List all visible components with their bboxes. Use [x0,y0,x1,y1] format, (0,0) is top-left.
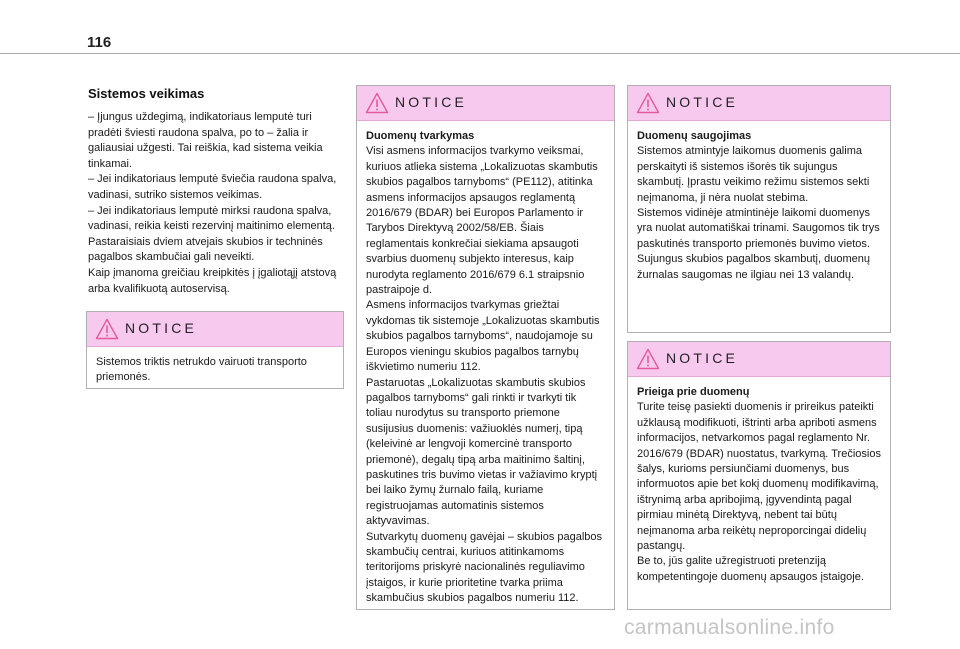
notice-header [357,86,614,121]
notice-subtitle: Prieiga prie duomenų [637,386,750,398]
notice-box-data-storage [627,85,891,333]
notice-box-data-access [627,341,891,610]
notice-header [628,342,890,377]
notice-text: Sistemos triktis netrukdo vairuoti transporto priemonės. [96,356,310,384]
notice-body [357,121,614,615]
notice-box-data-processing [356,85,615,610]
notice-header [628,86,890,121]
warning-triangle-icon [95,318,119,340]
notice-subtitle: Duomenų saugojimas [637,130,752,142]
section-body: – Įjungus uždegimą, indikatoriaus lemputė turi pradėti šviesti raudona spalva, po to – žalia ir galiausiai užgesti. Tai reiškia, kad sistema veikia tinkamai. – Jei indikatoriaus lemputė šviečia raudona spalva, vadinasi, sutriko sistemos veikimas. – Jei indikatoriaus lemputė mirksi raudona spalva, vadinasi, reikia keisti rezervinį maitinimo elementą. Pastaraisiais dviem atvejais skubios ir techninės pagalbos skambučiai gali neveikti. Kaip įmanoma greičiau kreipkitės į įgaliotąjį atstovą arba kvalifikuotą autoservisą. [88,111,337,295]
warning-triangle-icon [365,92,389,114]
notice-title: NOTICE [395,94,468,110]
notice-text: Sistemos atmintyje laikomus duomenis galima perskaityti iš sistemos išorės tik sujungus skambutį. Įprastu veikimo režimu sistemos sekti neįmanoma, ji nėra nuolat stebima. Sistemos vidinėje atmintinėje laikomi duomenys yra nuolat automatiškai trinami. Saugomos tik trys paskutinės transporto priemonės buvimo vietos. Sujungus skubios pagalbos skambutį, duomenų žurnalas saugomas ne ilgiau nei 13 valandų. [637,145,880,281]
notice-header [87,312,343,347]
notice-text: Turite teisę pasiekti duomenis ir prireikus pateikti užklausą modifikuoti, ištrinti arba apriboti asmens informacijos, netvarkomos pagal reglamento Nr. 2016/679 (BDAR) nuostatus, tvarkymą. Trečiosios šalys, kurioms persiunčiami duomenys, bus informuotos apie bet kokį duomenų modifikavimą, ištrynimą arba apribojimą, įgyvendintą pagal pirmiau minėtą Direktyvą, nebent tai būtų neįmanoma arba reikėtų neproporcingai didelių pastangų. Be to, jūs galite užregistruoti pretenziją kompetentingoje duomenų apsaugos įstaigoje. [637,401,881,583]
notice-subtitle: Duomenų tvarkymas [366,130,475,142]
notice-body [628,377,890,593]
header-divider [0,53,960,54]
notice-title: NOTICE [666,94,739,110]
notice-box-system-fault [86,311,344,389]
page-number: 116 [87,34,112,51]
notice-title: NOTICE [125,320,198,336]
notice-body [628,121,890,291]
watermark: carmanualsonline.info [624,616,835,639]
warning-triangle-icon [636,92,660,114]
notice-body [87,347,343,394]
warning-triangle-icon [636,348,660,370]
notice-text: Visi asmens informacijos tvarkymo veiksmai, kuriuos atlieka sistema „Lokalizuotas skambutis skubios pagalbos tarnyboms“ (PE112), atitinka asmens informacijos apsaugos reglamentą 2016/679 (BDAR) bei Europos Parlamento ir Tarybos Direktyvą 2002/58/EB. Šiais reglamentais konkrečiai siekiama apsaugoti svarbius duomenų subjekto interesus, kaip nurodyta reglamento 2016/679 6.1 straipsnio pastraipoje d. Asmens informacijos tvarkymas griežtai vykdomas tik sistemoje „Lokalizuotas skambutis skubios pagalbos tarnyboms“, naudojamoje su Europos vieningu skubios pagalbos tarnybų iškvietimo numeriu 112. Pastaruotas „Lokalizuotas skambutis skubios pagalbos tarnyboms“ gali rinkti ir tvarkyti tik toliau nurodytus su transporto priemone susijusius duomenis: važiuoklės numerį, tipą (keleivinė ar lengvoji komercinė transporto priemonė), degalų tipą arba maitinimo šaltinį, paskutines tris buvimo vietas ir važiavimo kryptį bei laiko žymų žurnalo failą, kuriame registruojamas automatinis sistemos aktyvavimas. Sutvarkytų duomenų gavėjai – skubios pagalbos skambučių centrai, kuriuos atitinkamoms teritorijoms priskyrė nacionalinės reguliavimo įstaigos, ir kurie prioritetine tvarka priima skambučius skubios pagalbos numeriu 112. [366,145,603,605]
notice-title: NOTICE [666,350,739,366]
section-operation [88,86,340,297]
section-title: Sistemos veikimas [88,86,205,101]
